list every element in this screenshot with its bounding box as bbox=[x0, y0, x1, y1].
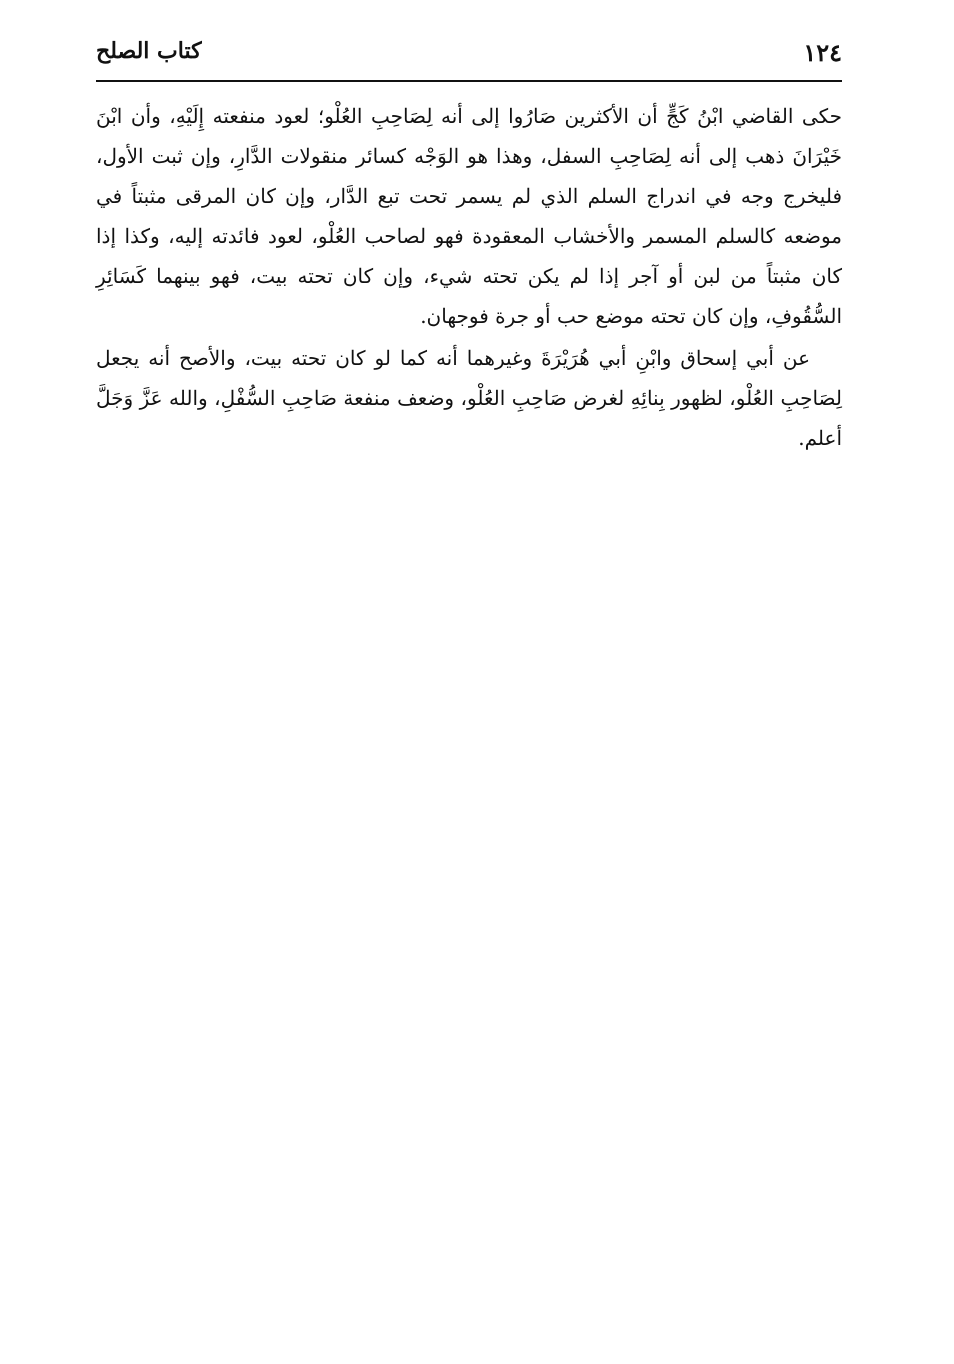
page-header bbox=[96, 34, 842, 82]
paragraph: حكى القاضي ابْنُ كَجٍّ أن الأكثرين صَارُوا إلى أنه لِصَاحِبِ العُلْو؛ لعود منفعته إِلَيْهِ، وأن ابْنَ خَيْرَانَ ذهب إلى أنه لِصَاحِبِ السفل، وهذا هو الوَجْه كسائر منقولات الدَّارِ، وإن ثبت الأول، فليخرج وجه في اندراج السلم الذي لم يسمر تحت تبع الدَّار، وإن كان المرقى مثبتاً في موضعه كالسلم المسمر والأخشاب المعقودة فهو لصاحب العُلْو، لعود فائدته إليه، وكذا إذا كان مثبتاً من لبن أو آجر إذا لم يكن تحته شيء، وإن كان تحته بيت، فهو بينهما كَسَائِرِ السُّقُوفِ، وإن كان تحته موضع حب أو جرة فوجهان. bbox=[96, 104, 843, 328]
page-number: ١٢٤ bbox=[803, 38, 842, 67]
running-title: كتاب الصلح bbox=[96, 38, 202, 64]
body-text bbox=[96, 96, 842, 458]
paragraph: عن أبي إسحاق وابْنِ أبي هُرَيْرَةَ وغيرهما أنه كما لو كان تحته بيت، والأصح أنه يجعل لِصَاحِبِ العُلْو، لظهور بِنائِهِ لغرض صَاحِبِ العُلْو، وضعف منفعة صَاحِبِ السُّفْلِ، والله عَزَّ وَجَلَّ أعلم. bbox=[96, 346, 842, 450]
